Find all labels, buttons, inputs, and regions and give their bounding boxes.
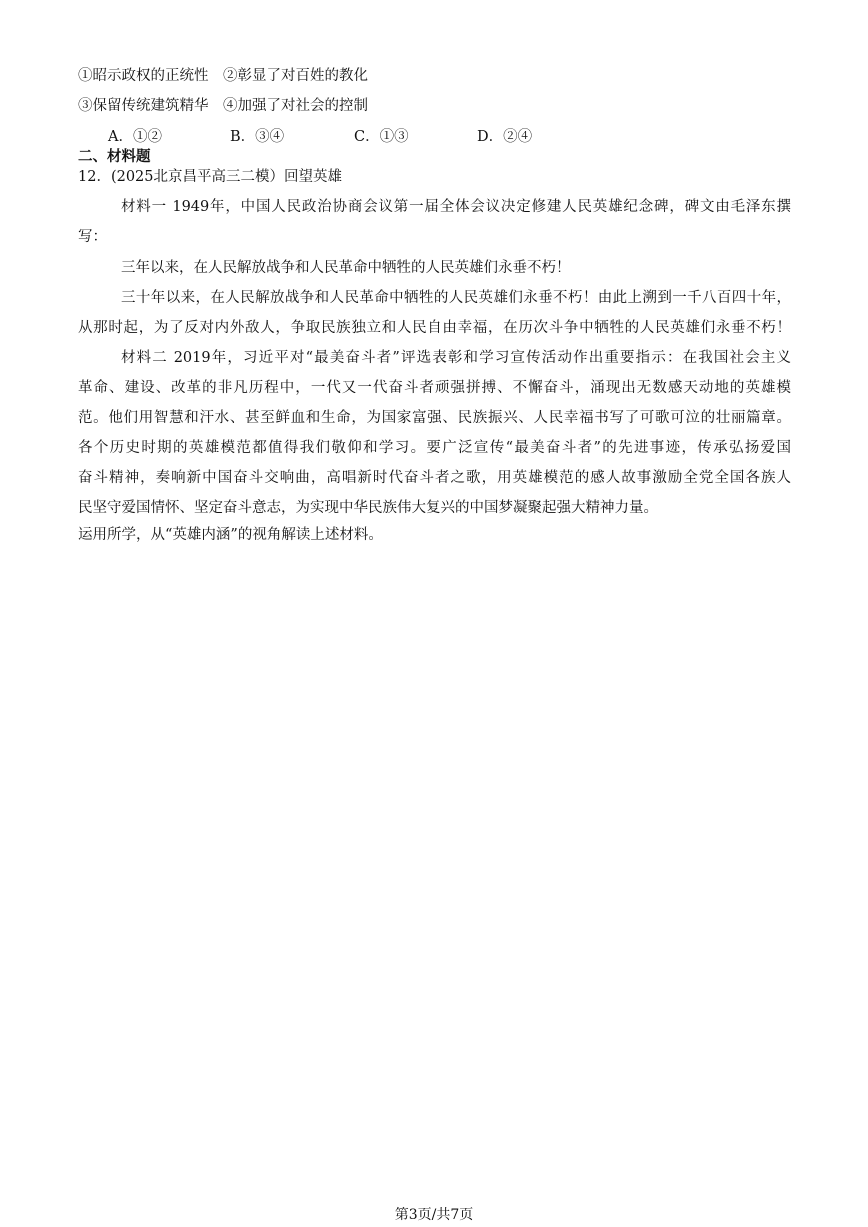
material-two-line-2: 革命、建设、改革的非凡历程中，一代又一代奋斗者顽强拼搏、不懈奋斗，涌现出无数感天动地的英雄模 [78, 380, 791, 396]
question-number-line: 12．(2025北京昌平高三二模）回望英雄 [78, 169, 343, 185]
question-prompt: 运用所学，从“英雄内涵”的视角解读上述材料。 [78, 527, 383, 543]
inscription-quote-1: 三年以来，在人民解放战争和人民革命中牺牲的人民英雄们永垂不朽！ [121, 260, 571, 276]
options-line-1: ①昭示政权的正统性 ②彰显了对百姓的教化 [78, 68, 368, 84]
page-footer: 第3页/共7页 [394, 1207, 474, 1223]
material-two-line-6: 民坚守爱国情怀、坚定奋斗意志，为实现中华民族伟大复兴的中国梦凝聚起强大精神力量。 [78, 500, 658, 516]
material-two-line-3: 范。他们用智慧和汗水、甚至鲜血和生命，为国家富强、民族振兴、人民幸福书写了可歌可泣的壮丽篇章。 [78, 410, 791, 426]
material-two-line-5: 奋斗精神，奏响新中国奋斗交响曲，高唱新时代奋斗者之歌，用英雄模范的感人故事激励全党全国各族人 [78, 470, 791, 486]
choice-d: D．②④ [477, 129, 533, 145]
section-heading: 二、材料题 [78, 149, 151, 165]
options-line-2: ③保留传统建筑精华 ④加强了对社会的控制 [78, 98, 368, 114]
choice-c: C．①③ [354, 129, 409, 145]
material-two-line-4: 各个历史时期的英雄模范都值得我们敬仰和学习。要广泛宣传“最美奋斗者”的先进事迹，传承弘扬爱国 [78, 440, 791, 456]
inscription-quote-2-line-1: 三十年以来，在人民解放战争和人民革命中牺牲的人民英雄们永垂不朽！由此上溯到一千八百四十年， [121, 290, 791, 306]
material-one-line-2: 写： [78, 229, 107, 245]
material-two-line-1: 材料二 2019年，习近平对“最美奋斗者”评选表彰和学习宣传活动作出重要指示：在我国社会主义 [121, 350, 791, 366]
inscription-quote-2-line-2: 从那时起，为了反对内外敌人，争取民族独立和人民自由幸福，在历次斗争中牺牲的人民英雄们永垂不朽！ [78, 320, 791, 336]
material-one-line-1: 材料一 1949年，中国人民政治协商会议第一届全体会议决定修建人民英雄纪念碑，碑文由毛泽东撰 [121, 199, 791, 215]
choice-b: B．③④ [230, 129, 285, 145]
choice-a: A．①② [108, 129, 162, 145]
